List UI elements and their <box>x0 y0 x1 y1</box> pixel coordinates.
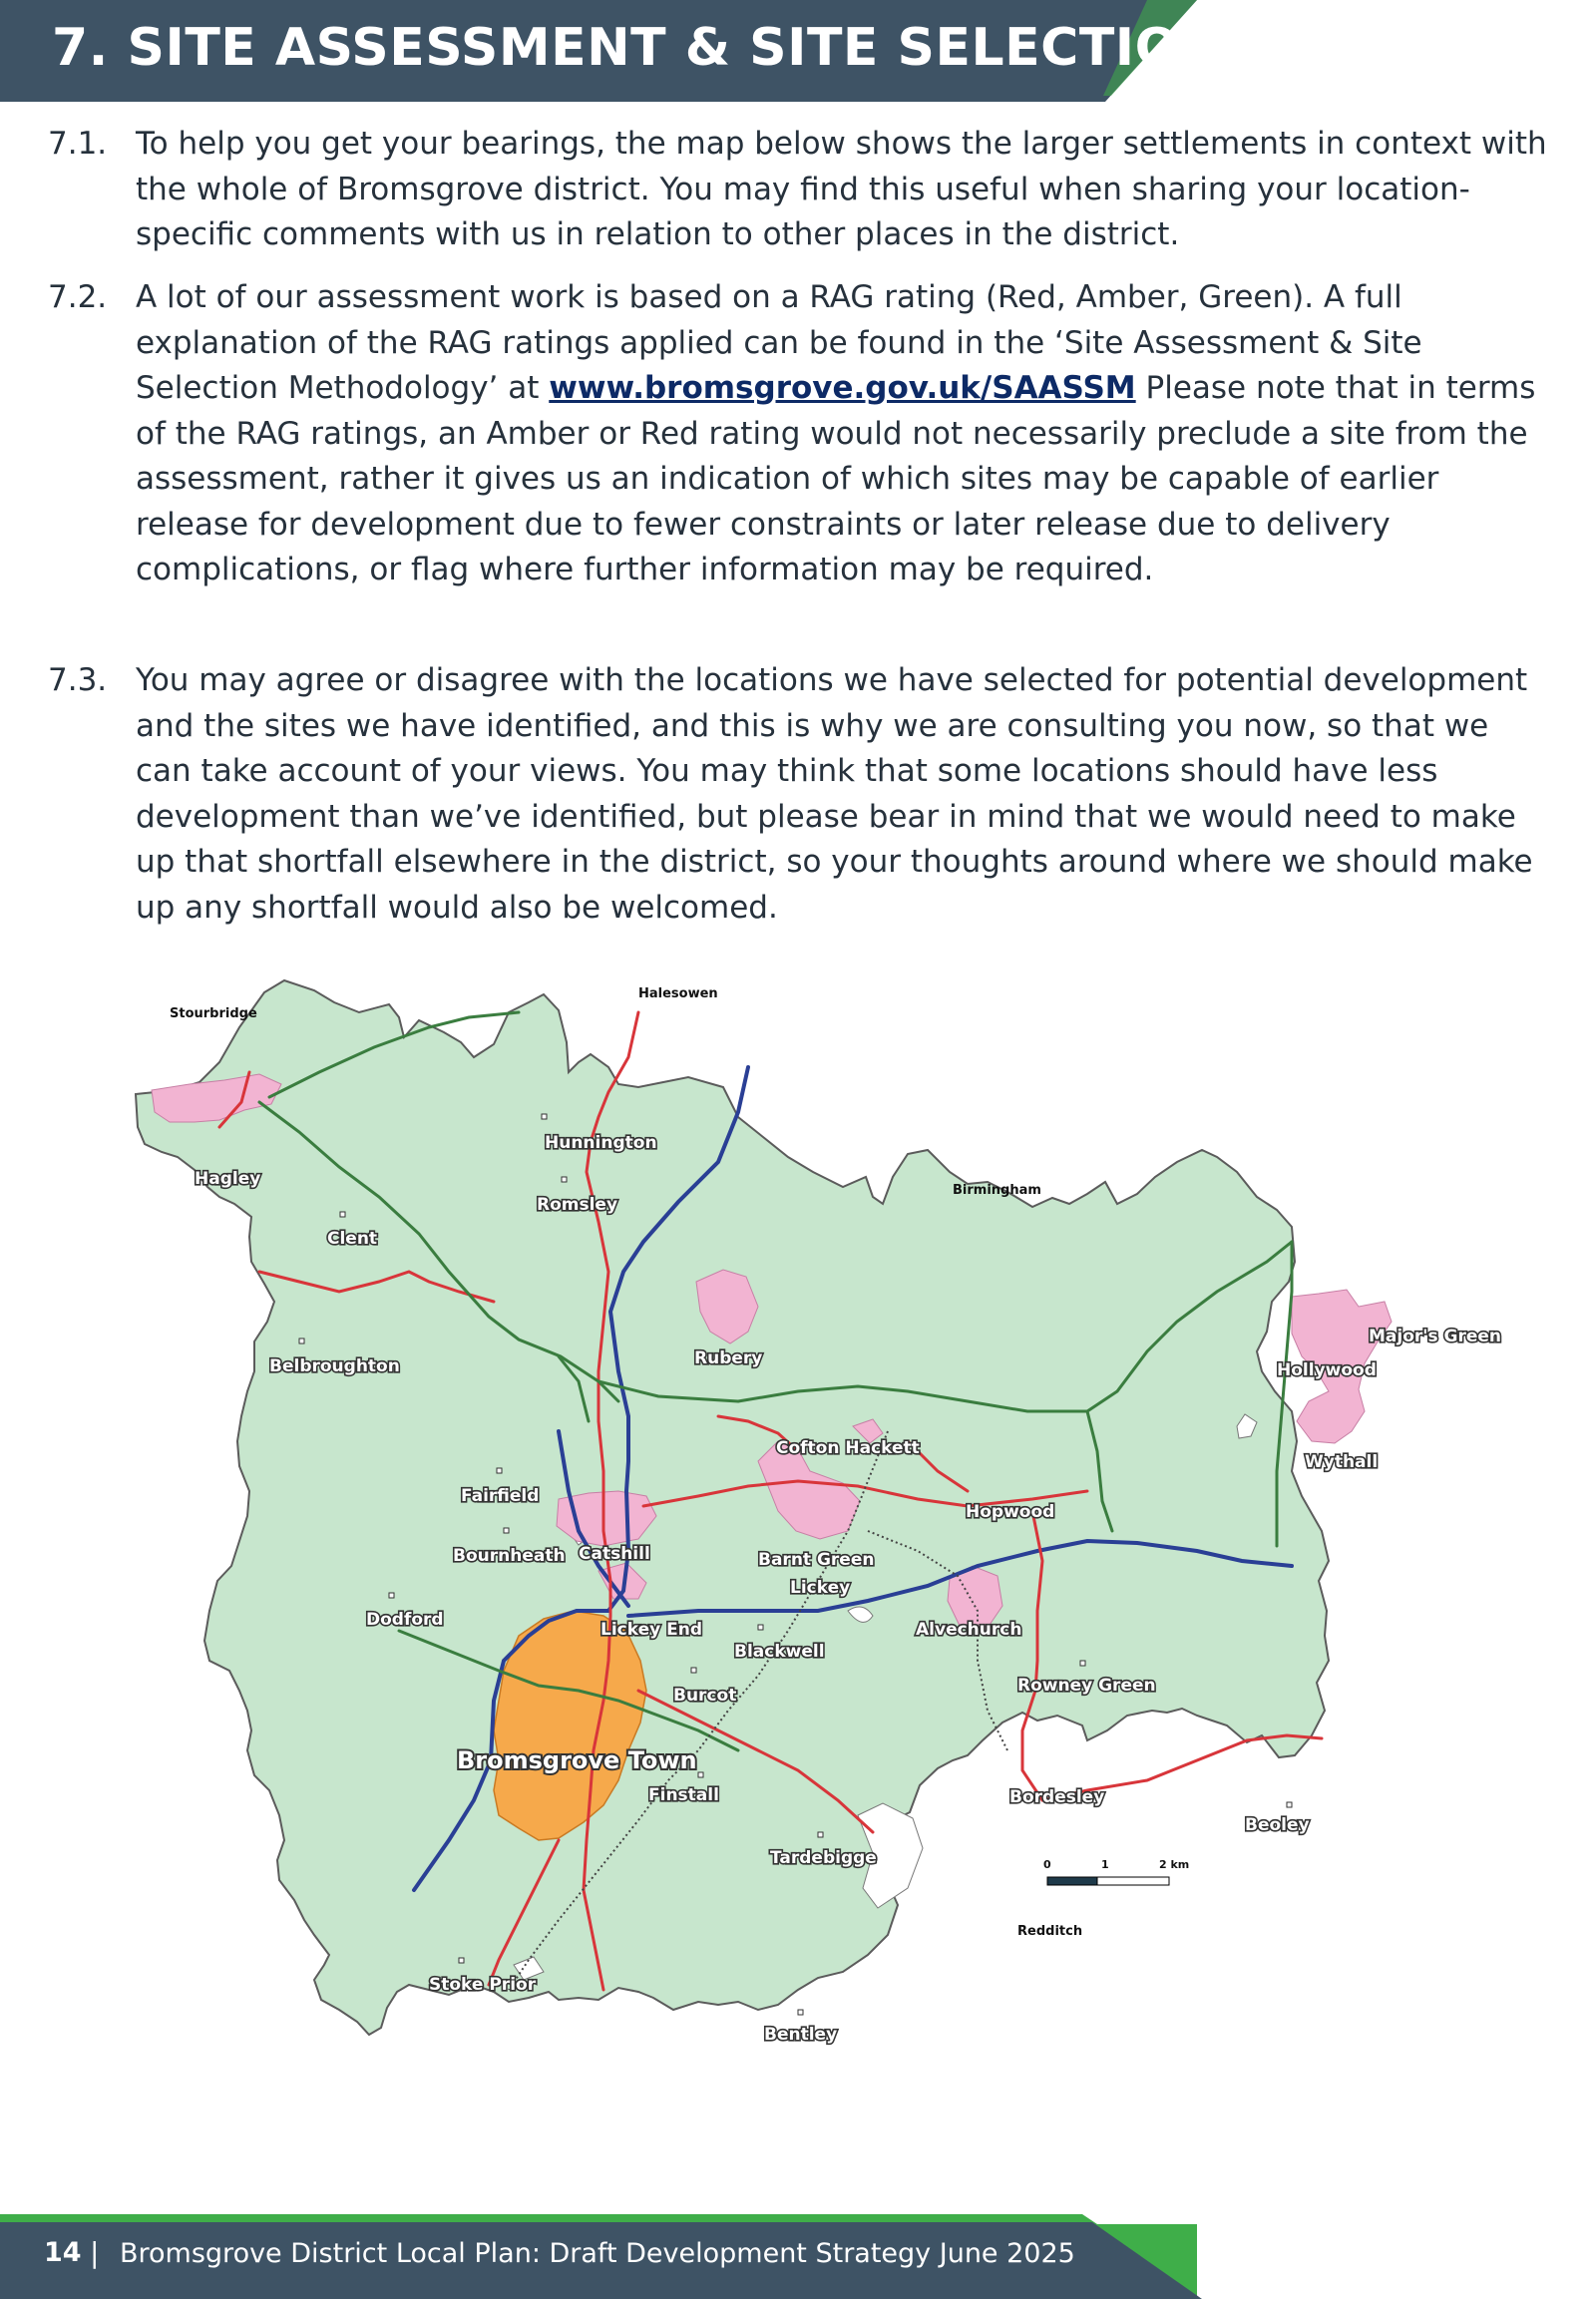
label-lickey-end: Lickey End <box>600 1620 702 1640</box>
footer-separator: | <box>90 2236 100 2269</box>
section-title: 7. SITE ASSESSMENT & SITE SELECTION <box>52 18 1224 78</box>
label-blackwell: Blackwell <box>734 1642 825 1662</box>
district-map <box>100 972 1536 2095</box>
label-halesowen: Halesowen <box>638 986 718 1001</box>
section-header-banner <box>0 0 1224 102</box>
paragraph-text: To help you get your bearings, the map below shows the larger settlements in context with the whole of Bromsgrove district. You may find this useful when sharing your location-specific comments with us in relation to other places in the district. <box>136 126 1547 252</box>
paragraph-number: 7.2. <box>48 279 108 315</box>
label-bromsgrove-town: Bromsgrove Town <box>457 1746 697 1774</box>
label-stourbridge: Stourbridge <box>170 1006 257 1021</box>
label-dodford: Dodford <box>366 1610 444 1630</box>
label-catshill: Catshill <box>579 1544 650 1564</box>
label-burcot: Burcot <box>673 1686 737 1706</box>
paragraph-text <box>136 275 1552 593</box>
label-beoley: Beoley <box>1245 1815 1310 1835</box>
label-fairfield: Fairfield <box>461 1486 540 1506</box>
label-finstall: Finstall <box>648 1785 719 1805</box>
paragraph-number: 7.3. <box>48 662 108 698</box>
label-hunnington: Hunnington <box>545 1133 657 1153</box>
page-number: 14 <box>44 2237 82 2268</box>
label-redditch: Redditch <box>1017 1924 1083 1939</box>
scale-label-0: 0 <box>1043 1858 1051 1871</box>
footer-document-title: Bromsgrove District Local Plan: Draft Development Strategy June 2025 <box>120 2238 1075 2269</box>
paragraph-text-before-link: A lot of our assessment work is based on a RAG rating (Red, Amber, Green). A full explanation of the RAG ratings applied can be found in the ‘Site Assessment & Site Selection Methodology’ at <box>136 279 1422 406</box>
label-cofton-hackett: Cofton Hackett <box>776 1438 920 1458</box>
label-romsley: Romsley <box>537 1195 618 1215</box>
label-clent: Clent <box>327 1229 378 1249</box>
district-boundary <box>136 980 1329 2035</box>
paragraph-text: You may agree or disagree with the locations we have selected for potential development and the sites we have identified, and this is why we are consulting you now, so that we can take account of your views. You may think that some locations should have less development than we’ve identified, but please bear in mind that we would need to make up that shortfall elsewhere in the district, so your thoughts around where we should make up any shortfall would also be welcomed. <box>136 662 1533 926</box>
page-footer <box>0 2214 1596 2299</box>
paragraph-number: 7.1. <box>48 126 108 162</box>
scale-label-2km: 2 km <box>1159 1858 1190 1871</box>
label-rowney-green: Rowney Green <box>1017 1676 1156 1696</box>
label-bordesley: Bordesley <box>1009 1787 1105 1807</box>
label-tardebigge: Tardebigge <box>770 1848 877 1868</box>
scale-label-1: 1 <box>1101 1858 1109 1871</box>
label-majors-green: Major's Green <box>1369 1327 1502 1346</box>
paragraph-text-after-link: Please note that in terms of the RAG ratings, an Amber or Red rating would not necessarily preclude a site from the assessment, rather it gives us an indication of which sites may be capable of earlier release for development due to fewer constraints or later release due to delivery complications, or flag where further information may be required. <box>136 370 1536 587</box>
label-lickey: Lickey <box>790 1578 851 1598</box>
label-bentley: Bentley <box>764 2025 838 2045</box>
map-canvas <box>100 972 1536 2095</box>
label-rubery: Rubery <box>694 1348 763 1368</box>
label-wythall: Wythall <box>1305 1452 1379 1472</box>
label-hollywood: Hollywood <box>1277 1360 1377 1380</box>
label-stoke-prior: Stoke Prior <box>429 1975 537 1995</box>
scale-bar <box>1043 1858 1189 1885</box>
label-alvechurch: Alvechurch <box>916 1620 1022 1640</box>
label-birmingham: Birmingham <box>953 1183 1041 1198</box>
saassm-link[interactable]: www.bromsgrove.gov.uk/SAASSM <box>549 370 1136 406</box>
label-hopwood: Hopwood <box>966 1502 1055 1522</box>
label-bournheath: Bournheath <box>453 1546 566 1566</box>
label-belbroughton: Belbroughton <box>269 1356 400 1376</box>
label-barnt-green: Barnt Green <box>758 1550 875 1570</box>
label-hagley: Hagley <box>195 1169 261 1189</box>
